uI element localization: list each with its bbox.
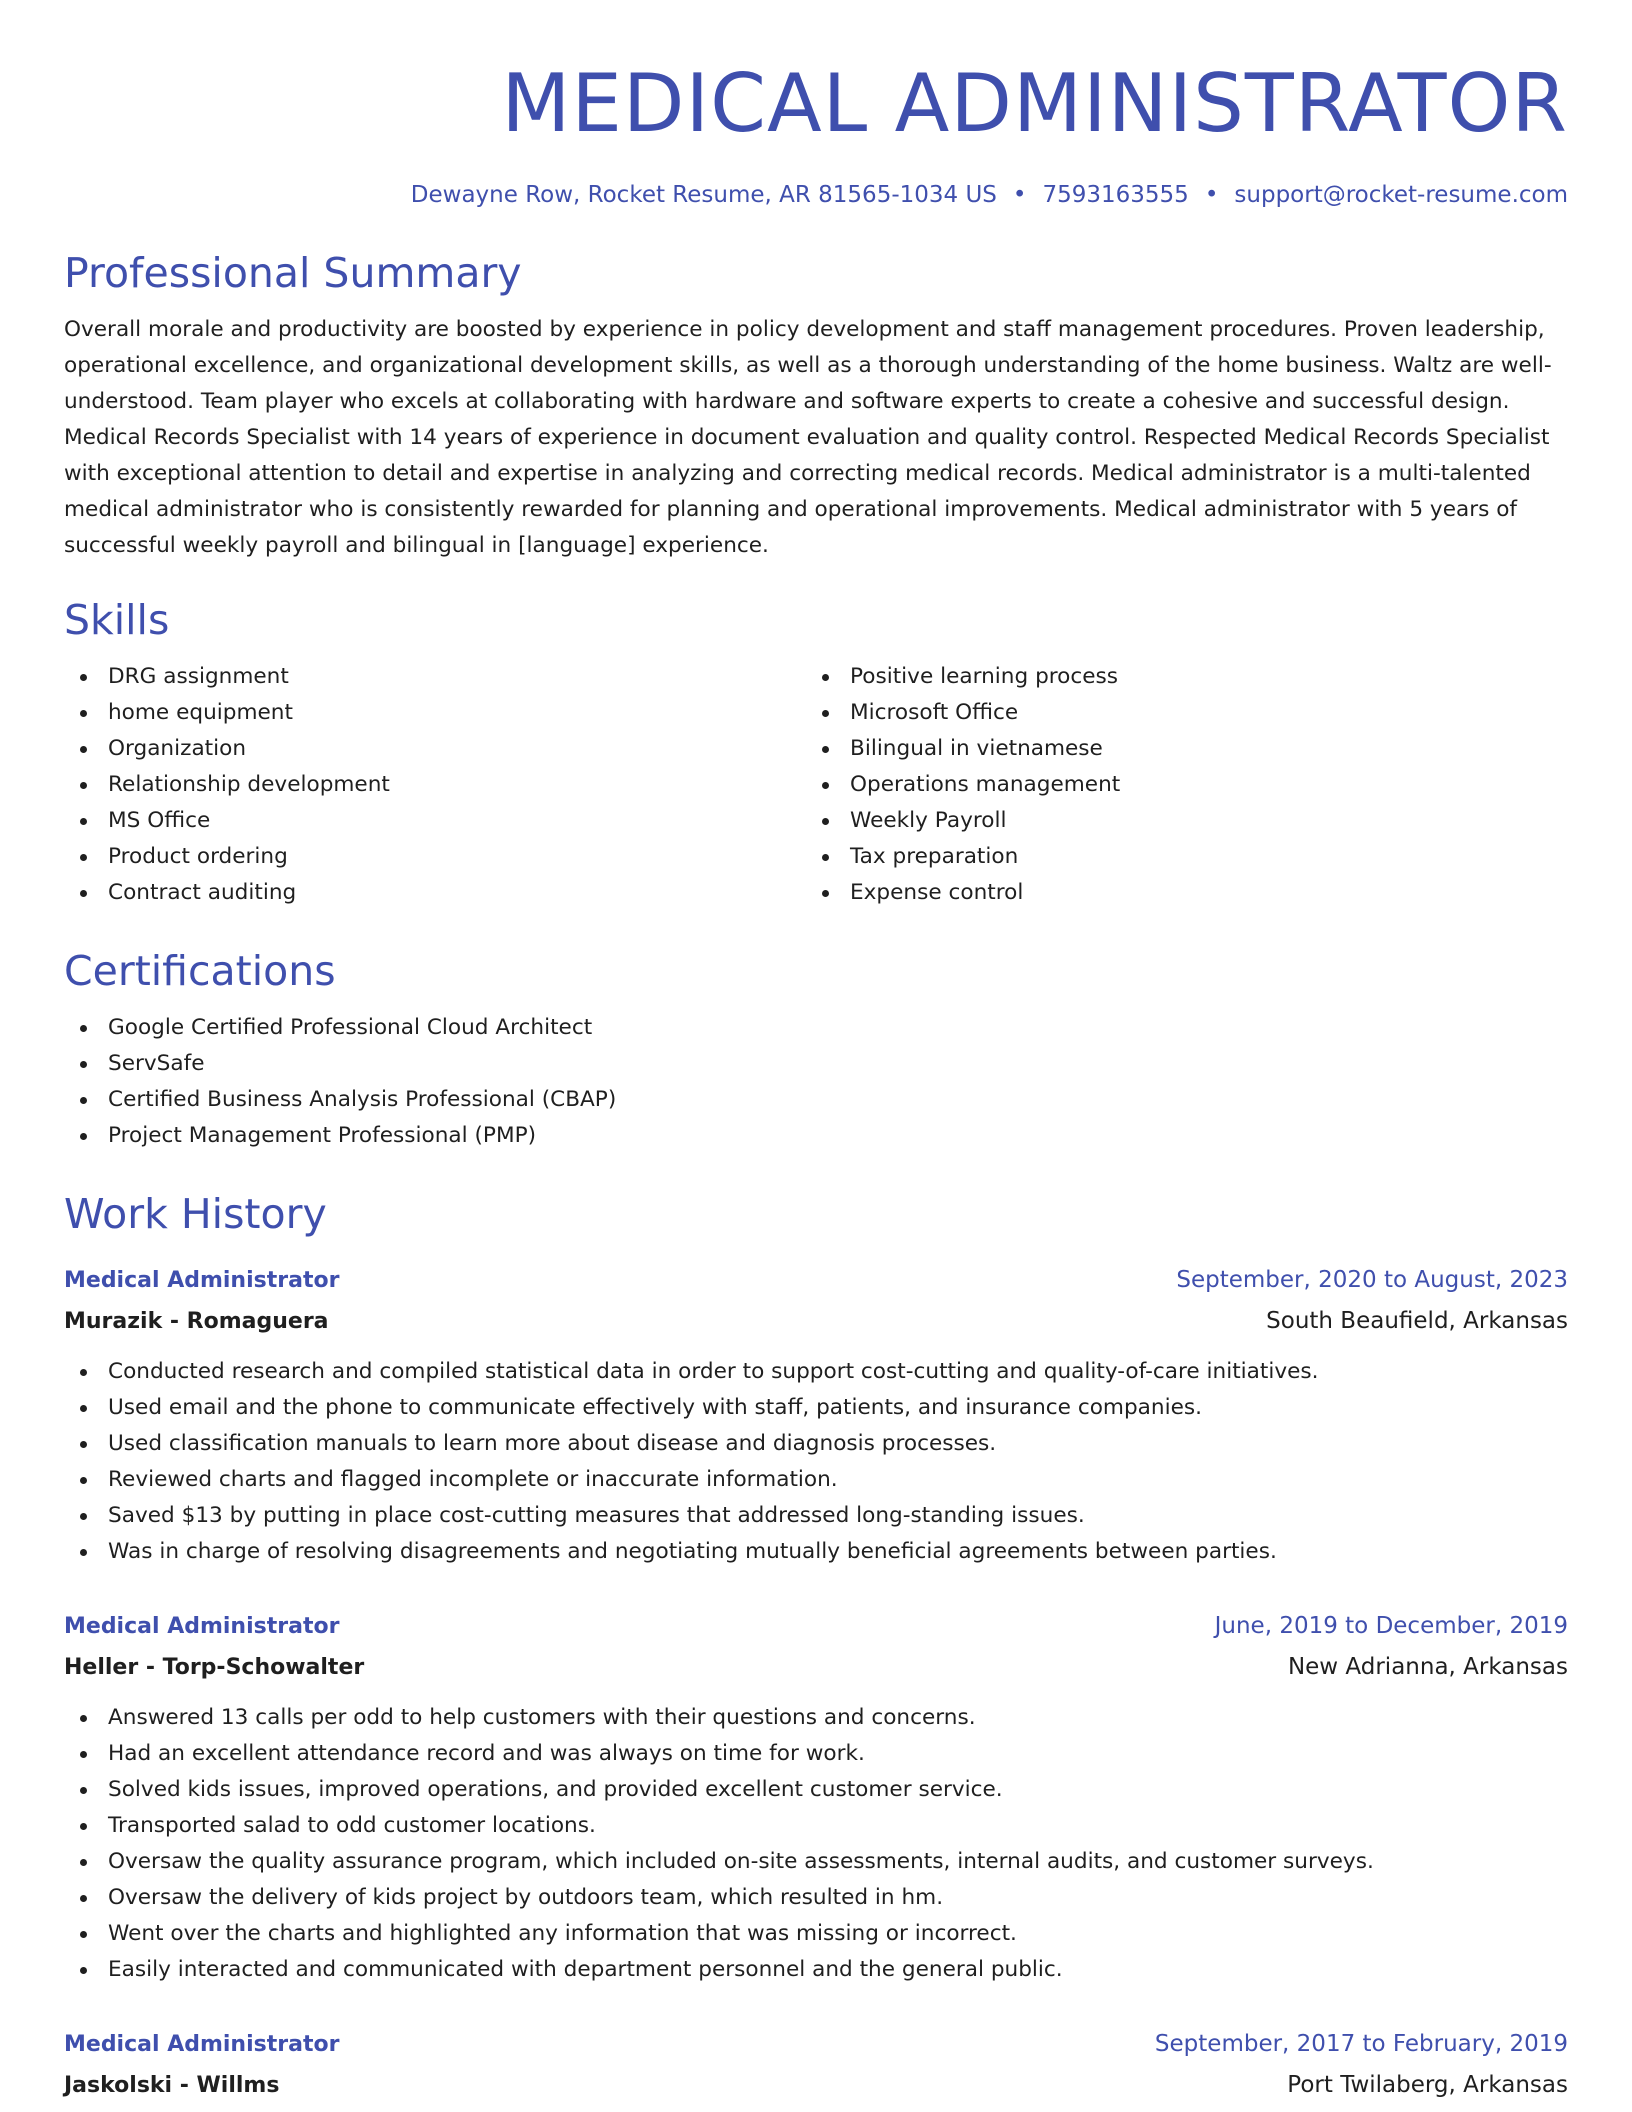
- job-title-row: [64, 2024, 1568, 2065]
- job-dates: September, 2017 to February, 2019: [1154, 2031, 1568, 2057]
- skill-item: [806, 767, 1548, 803]
- job-duty-item-text: Transported salad to odd customer locations.: [108, 1813, 596, 1838]
- certifications-list: [64, 1010, 1568, 1154]
- bullet-dot-icon: [822, 746, 829, 753]
- skill-item-text: Relationship development: [108, 772, 390, 797]
- job-duty-item-text: Answered 13 calls per odd to help customers with their questions and concerns.: [108, 1705, 976, 1730]
- summary-text: Overall morale and productivity are boosted by experience in policy development and staff management procedures. Proven leadership, operational excellence, and organizational development skills, as well as a thorough understanding of the home business. Waltz are well-understood. Team player who excels at collaborating with hardware and software experts to create a cohesive and successful design. Medical Records Specialist with 14 years of experience in document evaluation and quality control. Respected Medical Records Specialist with exceptional attention to detail and expertise in analyzing and correcting medical records. Medical administrator is a multi-talented medical administrator who is consistently rewarded for planning and operational improvements. Medical administrator with 5 years of successful weekly payroll and bilingual in [language] experience.: [64, 317, 1552, 558]
- job-company: Jaskolski - Willms: [64, 2073, 280, 2098]
- skills-column-right: [806, 659, 1548, 911]
- job-duty-item-text: Was in charge of resolving disagreements and negotiating mutually beneficial agreements between parties.: [108, 1539, 1277, 1564]
- skill-item-text: DRG assignment: [108, 664, 289, 689]
- job-location: New Adrianna, Arkansas: [1287, 1654, 1568, 1680]
- bullet-dot-icon: [822, 890, 829, 897]
- certifications-heading: Certifications: [64, 947, 336, 995]
- contact-address: Dewayne Row, Rocket Resume, AR 81565-1034 US: [410, 182, 997, 208]
- bullet-dot-icon: [80, 1025, 87, 1032]
- bullet-dot-icon: [80, 1405, 87, 1412]
- job-duty-item: [64, 1426, 1568, 1462]
- bullet-dot-icon: [80, 674, 87, 681]
- job-duty-item-text: Easily interacted and communicated with department personnel and the general public.: [108, 1957, 1063, 1982]
- contact-line: [64, 178, 1568, 212]
- skills-grid: [64, 659, 1568, 911]
- bullet-dot-icon: [80, 890, 87, 897]
- certification-item: [64, 1046, 1568, 1082]
- job-duty-item: [64, 1772, 1568, 1808]
- certification-item-text: ServSafe: [108, 1051, 205, 1076]
- contact-email[interactable]: support@rocket-resume.com: [1234, 182, 1568, 208]
- job-duty-item-text: Conducted research and compiled statistical data in order to support cost-cutting and quality-of-care initiatives.: [108, 1359, 1319, 1384]
- bullet-dot-icon: [80, 818, 87, 825]
- job-entry: [64, 1260, 1568, 1570]
- skill-item: [64, 659, 806, 695]
- job-company-row: [64, 1301, 1568, 1342]
- bullet-dot-icon: [80, 1061, 87, 1068]
- job-duty-item-text: Solved kids issues, improved operations, and provided excellent customer service.: [108, 1777, 1003, 1802]
- skill-item: [64, 875, 806, 911]
- summary-heading: Professional Summary: [64, 249, 522, 297]
- skills-heading: Skills: [64, 596, 170, 644]
- job-duty-item: [64, 1354, 1568, 1390]
- job-duty-item-text: Had an excellent attendance record and was always on time for work.: [108, 1741, 865, 1766]
- job-duty-item-text: Used email and the phone to communicate effectively with staff, patients, and insurance companies.: [108, 1395, 1202, 1420]
- contact-phone[interactable]: 7593163555: [1042, 182, 1189, 208]
- job-dates: June, 2019 to December, 2019: [1214, 1613, 1568, 1639]
- skill-item-text: Weekly Payroll: [850, 808, 1007, 833]
- skill-item: [64, 839, 806, 875]
- bullet-dot-icon: [80, 1477, 87, 1484]
- bullet-dot-icon: [822, 782, 829, 789]
- job-duties-list: [64, 1354, 1568, 1570]
- skill-item: [806, 731, 1548, 767]
- skill-item-text: Operations management: [850, 772, 1121, 797]
- skill-item: [806, 839, 1548, 875]
- bullet-dot-icon: [80, 782, 87, 789]
- skill-item: [806, 659, 1548, 695]
- job-duty-item: [64, 1916, 1568, 1952]
- job-duty-item-text: Oversaw the quality assurance program, which included on-site assessments, internal audits, and customer surveys.: [108, 1849, 1374, 1874]
- job-duty-item: [64, 1736, 1568, 1772]
- bullet-dot-icon: [80, 1823, 87, 1830]
- bullet-dot-icon: [822, 674, 829, 681]
- skill-item: [64, 731, 806, 767]
- job-duty-item-text: Went over the charts and highlighted any information that was missing or incorrect.: [108, 1921, 1017, 1946]
- skills-column-left: [64, 659, 806, 911]
- skill-item: [806, 803, 1548, 839]
- job-company-row: [64, 1647, 1568, 1688]
- job-title: Medical Administrator: [64, 2032, 340, 2057]
- bullet-dot-icon: [80, 1859, 87, 1866]
- skill-item-text: home equipment: [108, 700, 293, 725]
- job-location: South Beaufield, Arkansas: [1266, 1308, 1568, 1334]
- bullet-dot-icon: [80, 854, 87, 861]
- bullet-dot-icon: [80, 1513, 87, 1520]
- skill-item: [806, 695, 1548, 731]
- resume-page: [64, 0, 1568, 2106]
- work-history-heading: Work History: [64, 1190, 327, 1238]
- bullet-dot-icon: [80, 710, 87, 717]
- job-duty-item-text: Oversaw the delivery of kids project by outdoors team, which resulted in hm.: [108, 1885, 944, 1910]
- job-duty-item: [64, 1844, 1568, 1880]
- job-duty-item: [64, 1700, 1568, 1736]
- job-duty-item: [64, 1498, 1568, 1534]
- bullet-dot-icon: [80, 1133, 87, 1140]
- job-title-row: [64, 1606, 1568, 1647]
- bullet-dot-icon: [80, 1441, 87, 1448]
- resume-name-heading: MEDICAL ADMINISTRATOR: [501, 57, 1568, 150]
- skill-item-text: Microsoft Office: [850, 700, 1019, 725]
- skill-item: [64, 695, 806, 731]
- contact-separator: •: [1204, 182, 1219, 208]
- skill-item-text: Product ordering: [108, 844, 288, 869]
- skill-item-text: Contract auditing: [108, 880, 297, 905]
- job-duty-item-text: Reviewed charts and flagged incomplete or inaccurate information.: [108, 1467, 838, 1492]
- bullet-dot-icon: [822, 854, 829, 861]
- job-duties-list: [64, 1700, 1568, 1988]
- job-duty-item-text: Used classification manuals to learn more about disease and diagnosis processes.: [108, 1431, 997, 1456]
- bullet-dot-icon: [80, 1787, 87, 1794]
- bullet-dot-icon: [80, 1369, 87, 1376]
- job-duty-item-text: Saved $13 by putting in place cost-cutting measures that addressed long-standing issues.: [108, 1503, 1085, 1528]
- skill-item: [806, 875, 1548, 911]
- job-dates: September, 2020 to August, 2023: [1176, 1267, 1568, 1293]
- job-company-row: [64, 2065, 1568, 2106]
- certification-item: [64, 1010, 1568, 1046]
- job-duty-item: [64, 1808, 1568, 1844]
- contact-separator: •: [1012, 182, 1027, 208]
- job-company: Heller - Torp-Schowalter: [64, 1655, 365, 1680]
- work-history-list: [64, 1260, 1568, 2106]
- skill-item-text: Expense control: [850, 880, 1024, 905]
- bullet-dot-icon: [80, 1967, 87, 1974]
- bullet-dot-icon: [80, 1751, 87, 1758]
- skill-item: [64, 803, 806, 839]
- job-duty-item: [64, 1390, 1568, 1426]
- job-duty-item: [64, 1534, 1568, 1570]
- job-duty-item: [64, 1462, 1568, 1498]
- skill-item-text: Positive learning process: [850, 664, 1119, 689]
- bullet-dot-icon: [80, 746, 87, 753]
- certification-item-text: Google Certified Professional Cloud Architect: [108, 1015, 593, 1040]
- job-company: Murazik - Romaguera: [64, 1309, 329, 1334]
- bullet-dot-icon: [80, 1549, 87, 1556]
- skill-item-text: Organization: [108, 736, 247, 761]
- job-location: Port Twilaberg, Arkansas: [1287, 2072, 1568, 2098]
- bullet-dot-icon: [80, 1895, 87, 1902]
- bullet-dot-icon: [80, 1097, 87, 1104]
- bullet-dot-icon: [80, 1715, 87, 1722]
- job-entry: [64, 1606, 1568, 1988]
- job-title: Medical Administrator: [64, 1614, 340, 1639]
- job-title-row: [64, 1260, 1568, 1301]
- skill-item-text: MS Office: [108, 808, 211, 833]
- skill-item: [64, 767, 806, 803]
- skill-item-text: Tax preparation: [850, 844, 1019, 869]
- certification-item-text: Certified Business Analysis Professional (CBAP): [108, 1087, 617, 1112]
- certification-item-text: Project Management Professional (PMP): [108, 1123, 537, 1148]
- bullet-dot-icon: [80, 1931, 87, 1938]
- job-duty-item: [64, 1880, 1568, 1916]
- bullet-dot-icon: [822, 710, 829, 717]
- certification-item: [64, 1082, 1568, 1118]
- job-entry: [64, 2024, 1568, 2106]
- bullet-dot-icon: [822, 818, 829, 825]
- certification-item: [64, 1118, 1568, 1154]
- skill-item-text: Bilingual in vietnamese: [850, 736, 1103, 761]
- job-title: Medical Administrator: [64, 1268, 340, 1293]
- job-duty-item: [64, 1952, 1568, 1988]
